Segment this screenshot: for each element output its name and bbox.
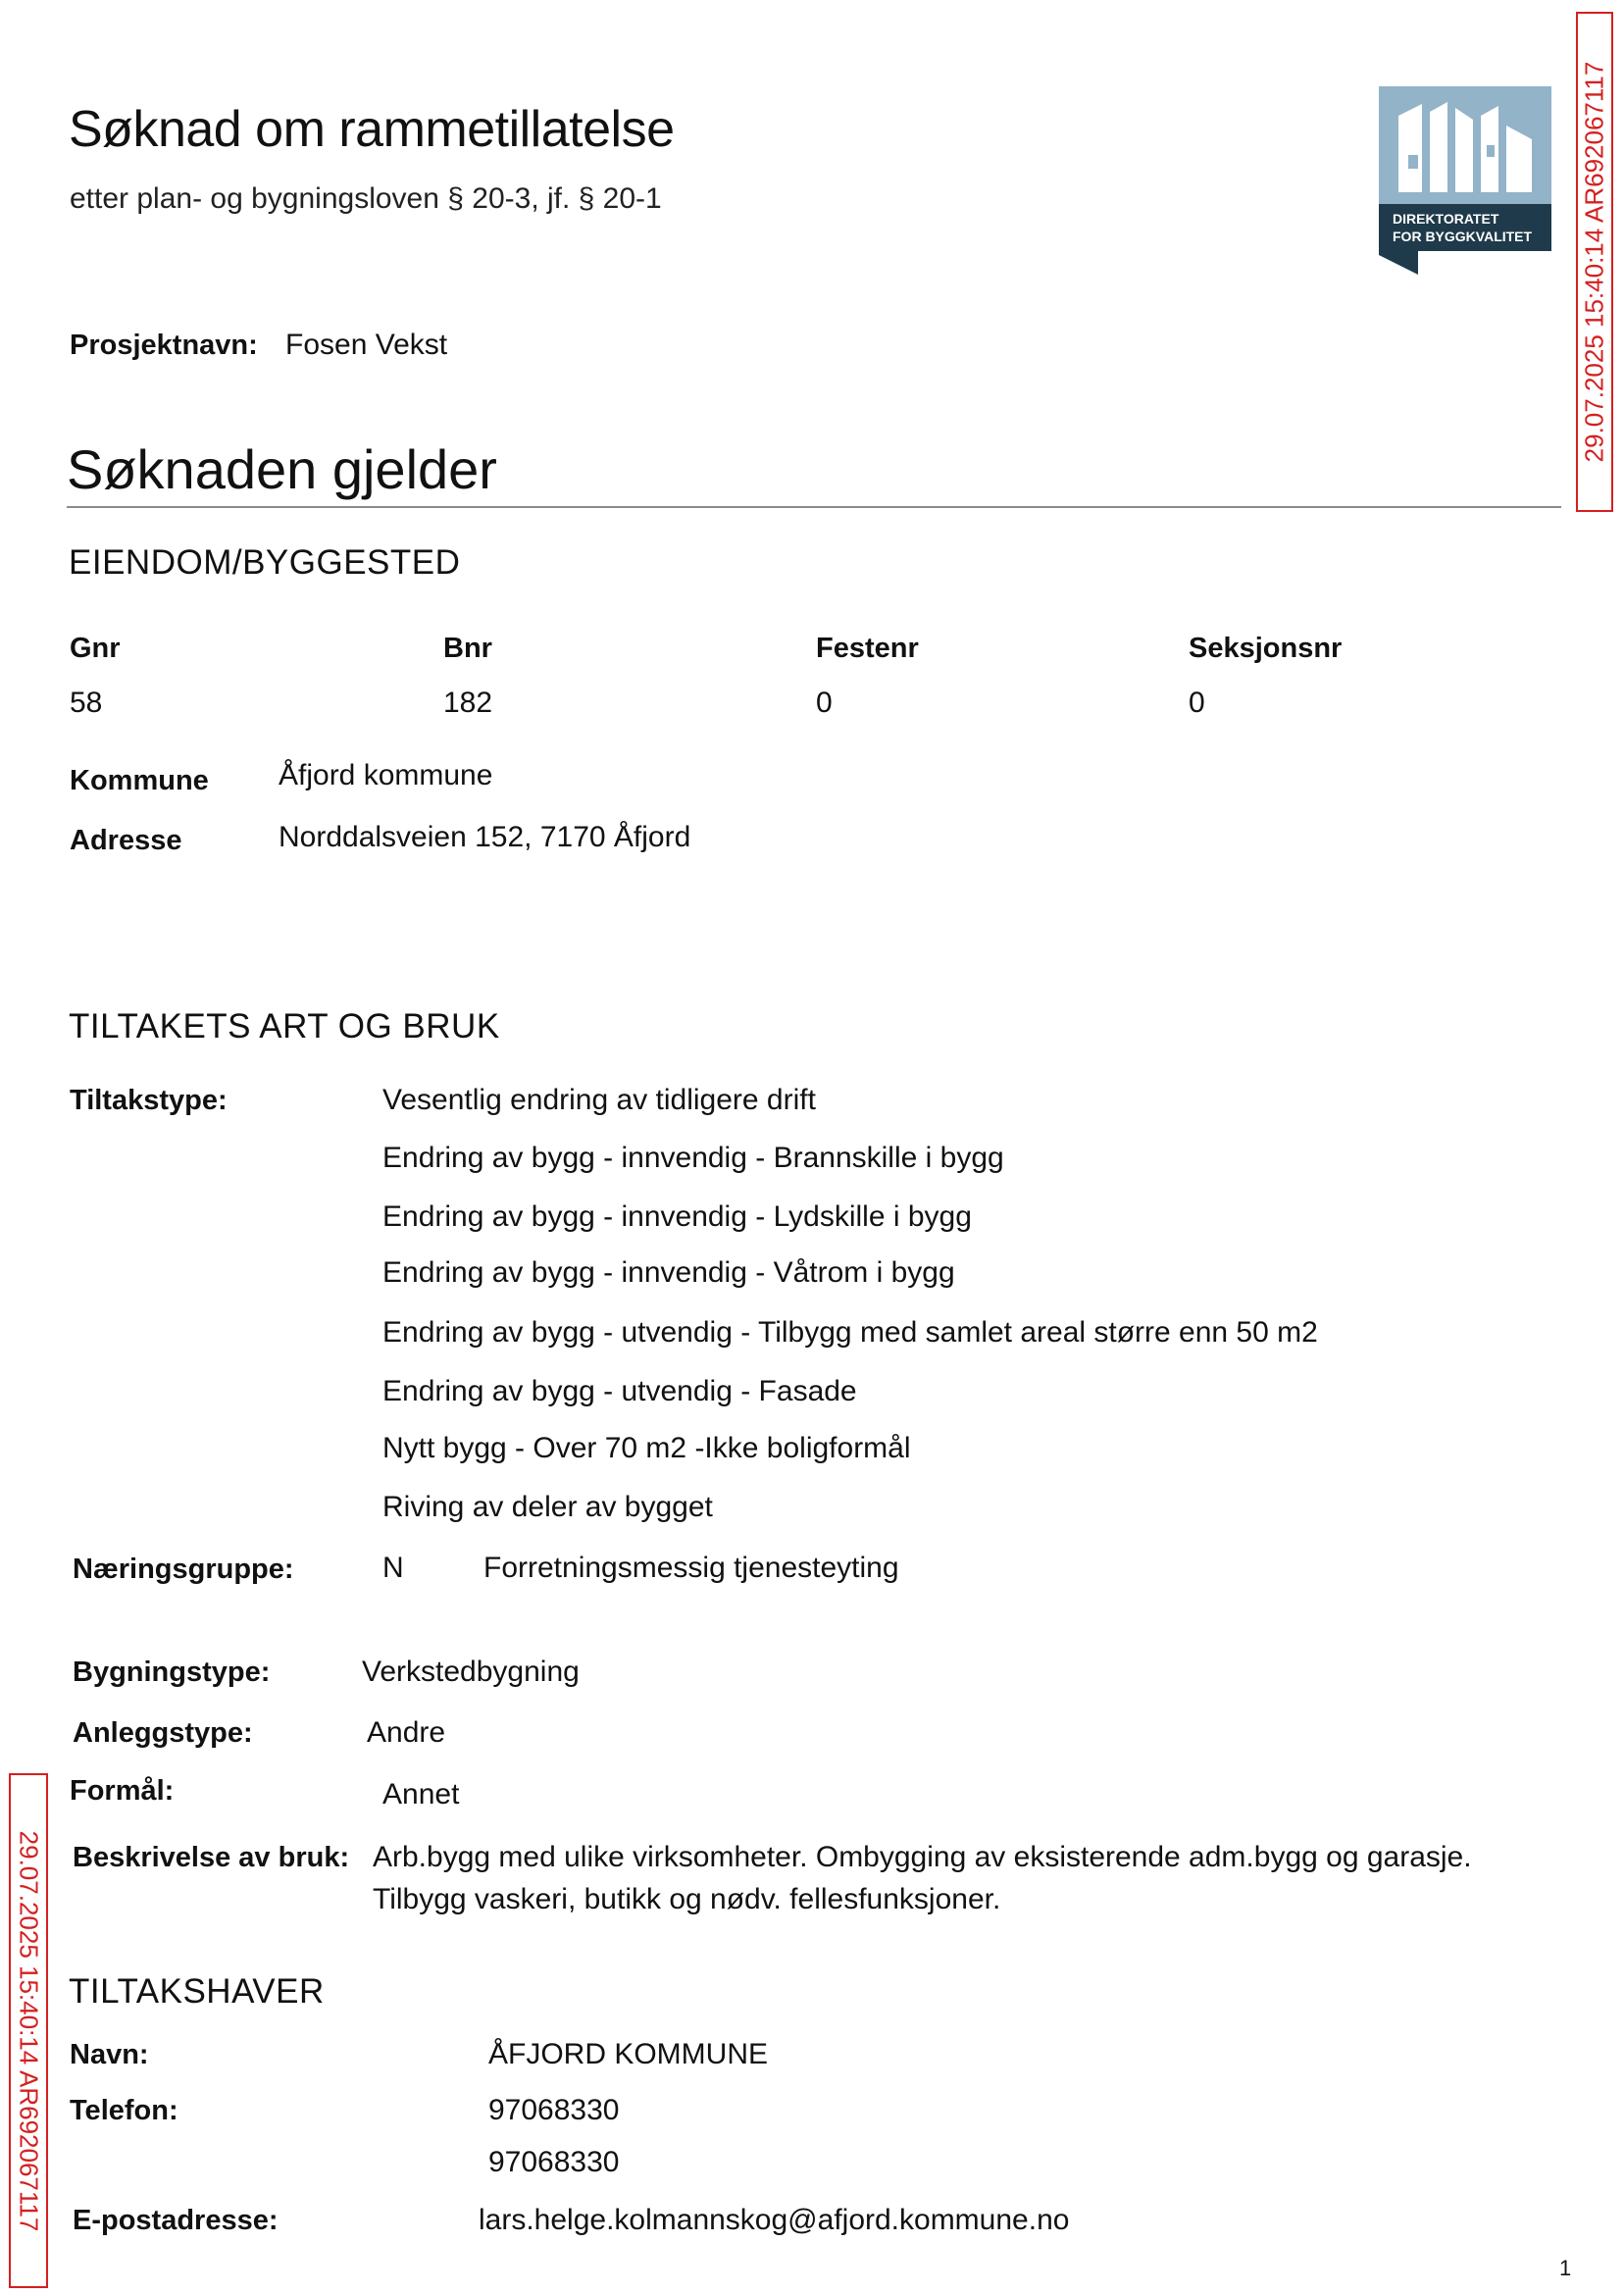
section-divider [67, 506, 1561, 508]
logo-text-line2: FOR BYGGKVALITET [1393, 229, 1533, 244]
dibk-logo [1379, 86, 1551, 275]
tiltakstype-item: Endring av bygg - innvendig - Brannskille i bygg [382, 1142, 1004, 1174]
receipt-stamp-text: 29.07.2025 15:40:14 AR692067117 [1579, 61, 1609, 463]
document-subtitle: etter plan- og bygningsloven § 20-3, jf. § 20-1 [70, 182, 662, 215]
adresse-value: Norddalsveien 152, 7170 Åfjord [279, 821, 691, 853]
project-name-label: Prosjektnavn: [70, 330, 258, 361]
section-title: Søknaden gjelder [67, 438, 497, 500]
navn-value: ÅFJORD KOMMUNE [488, 2038, 768, 2070]
formaal-value: Annet [382, 1778, 460, 1810]
formaal-label: Formål: [70, 1775, 175, 1807]
kommune-value: Åfjord kommune [279, 759, 493, 791]
tiltakstype-item: Riving av deler av bygget [382, 1491, 713, 1523]
page-number: 1 [1559, 2256, 1572, 2280]
naeringsgruppe-code: N [382, 1552, 404, 1584]
adresse-label: Adresse [70, 825, 182, 856]
festenr-label: Festenr [816, 633, 919, 664]
beskrivelse-line1: Arb.bygg med ulike virksomheter. Ombygging av eksisterende adm.bygg og garasje. [373, 1841, 1472, 1873]
bygningstype-label: Bygningstype: [73, 1657, 271, 1688]
tiltakshaver-heading: TILTAKSHAVER [69, 1972, 325, 2011]
bnr-label: Bnr [443, 633, 492, 664]
tiltakstype-label: Tiltakstype: [70, 1085, 228, 1116]
festenr-value: 0 [816, 687, 833, 719]
anleggstype-value: Andre [367, 1716, 446, 1749]
tiltak-heading: TILTAKETS ART OG BRUK [69, 1007, 500, 1045]
gnr-label: Gnr [70, 633, 121, 664]
seksjonsnr-label: Seksjonsnr [1189, 633, 1343, 664]
logo-text-line1: DIREKTORATET [1393, 211, 1499, 227]
naeringsgruppe-text: Forretningsmessig tjenesteyting [483, 1552, 899, 1584]
receipt-stamp-text: 29.07.2025 15:40:14 AR692067117 [14, 1830, 44, 2231]
epost-label: E-postadresse: [73, 2205, 279, 2236]
tiltakstype-item: Endring av bygg - utvendig - Fasade [382, 1375, 857, 1407]
tiltakstype-item: Nytt bygg - Over 70 m2 -Ikke boligformål [382, 1432, 911, 1464]
tiltakstype-item: Endring av bygg - innvendig - Lydskille i bygg [382, 1200, 972, 1233]
tiltakstype-item: Endring av bygg - innvendig - Våtrom i bygg [382, 1256, 955, 1289]
beskrivelse-line2: Tilbygg vaskeri, butikk og nødv. fellesfunksjoner. [373, 1883, 1001, 1915]
bnr-value: 182 [443, 687, 493, 719]
beskrivelse-label: Beskrivelse av bruk: [73, 1842, 350, 1873]
tiltakstype-item: Vesentlig endring av tidligere drift [382, 1084, 816, 1116]
telefon-label: Telefon: [70, 2095, 178, 2126]
gnr-value: 58 [70, 687, 103, 719]
epost-value[interactable]: lars.helge.kolmannskog@afjord.kommune.no [479, 2204, 1070, 2236]
receipt-stamp-top [1576, 12, 1613, 512]
navn-label: Navn: [70, 2039, 149, 2070]
kommune-label: Kommune [70, 765, 209, 796]
seksjonsnr-value: 0 [1189, 687, 1205, 719]
anleggstype-label: Anleggstype: [73, 1717, 253, 1749]
tiltakstype-item: Endring av bygg - utvendig - Tilbygg med samlet areal større enn 50 m2 [382, 1316, 1318, 1349]
telefon-value: 97068330 [488, 2094, 620, 2126]
document-title: Søknad om rammetillatelse [69, 101, 675, 158]
property-heading: EIENDOM/BYGGESTED [69, 543, 461, 582]
project-name-value: Fosen Vekst [285, 329, 448, 361]
receipt-stamp-left [9, 1773, 48, 2288]
naeringsgruppe-label: Næringsgruppe: [73, 1554, 294, 1585]
telefon-value: 97068330 [488, 2146, 620, 2178]
bygningstype-value: Verkstedbygning [362, 1656, 580, 1688]
